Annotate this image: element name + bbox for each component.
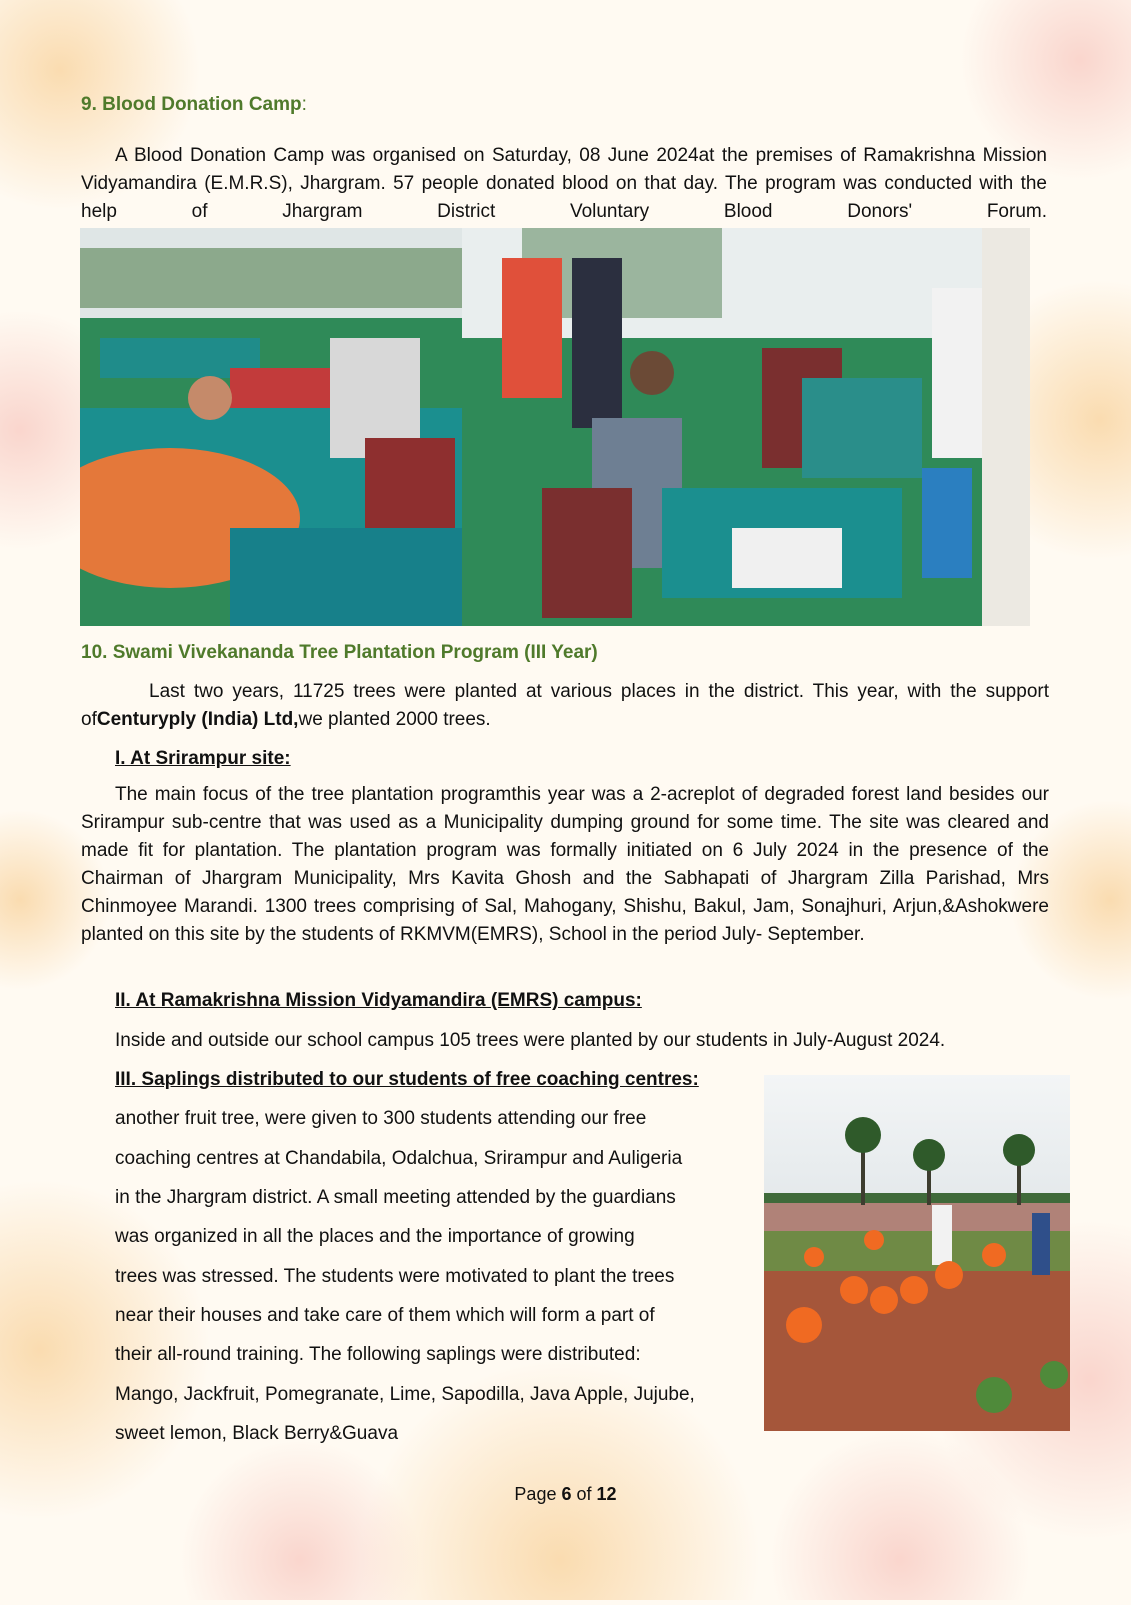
tree-plantation-photo [764,1075,1070,1431]
saplings-line: Mango, Jackfruit, Pomegranate, Lime, Sapodilla, Java Apple, Jujube, [115,1384,695,1405]
saplings-line: near their houses and take care of them which will form a part of [115,1305,655,1326]
campus-subheading: II. At Ramakrishna Mission Vidyamandira (EMRS) campus: [115,990,642,1011]
saplings-line: their all-round training. The following saplings were distributed: [115,1344,641,1365]
saplings-line: in the Jhargram district. A small meeting attended by the guardians [115,1187,676,1208]
section-9-heading: 9. Blood Donation Camp: [81,94,307,115]
page-footer: Page 6 of 12 [514,1484,617,1504]
blood-donation-photo-right [462,228,1030,626]
saplings-line: sweet lemon, Black Berry&Guava [115,1423,399,1444]
saplings-subheading: III. Saplings distributed to our students of free coaching centres: [115,1069,699,1090]
blood-donation-photo-left [80,228,462,626]
saplings-line: coaching centres at Chandabila, Odalchua, Srirampur and Auligeria [115,1148,683,1169]
saplings-line: another fruit tree, were given to 300 students attending our free [115,1108,647,1129]
saplings-line: trees was stressed. The students were motivated to plant the trees [115,1266,675,1287]
srirampur-subheading: I. At Srirampur site: [115,748,291,769]
section-10-intro: Last two years, 11725 trees were planted at various places in the district. This year, with the support ofCenturyply (India) Ltd,we planted 2000 trees. [81,681,1049,730]
section-9-paragraph: A Blood Donation Camp was organised on Saturday, 08 June 2024at the premises of Ramakrishna Mission Vidyamandira (E.M.R.S), Jhargram. 57 people donated blood on that day. The program was conducted with the help of Jhargram District Voluntary Blood Donors' Forum. [81,145,1047,222]
campus-paragraph: Inside and outside our school campus 105 trees were planted by our students in July-August 2024. [115,1030,946,1051]
saplings-line: was organized in all the places and the importance of growing [115,1226,635,1247]
section-10-heading: 10. Swami Vivekananda Tree Plantation Program (III Year) [81,642,598,663]
srirampur-paragraph: The main focus of the tree plantation programthis year was a 2-acreplot of degraded forest land besides our Srirampur sub-centre that was used as a Municipality dumping ground for some time. The site was cleared and made fit for plantation. The plantation program was formally initiated on 6 July 2024 in the presence of the Chairman of Jhargram Municipality, Mrs Kavita Ghosh and the Sabhapati of Jhargram Zilla Parishad, Mrs Chinmoyee Marandi. 1300 trees comprising of Sal, Mahogany, Shishu, Bakul, Jam, Sonajhuri, Arjun,&Ashokwere planted on this site by the students of RKMVM(EMRS), School in the period July- September. [81,784,1049,945]
